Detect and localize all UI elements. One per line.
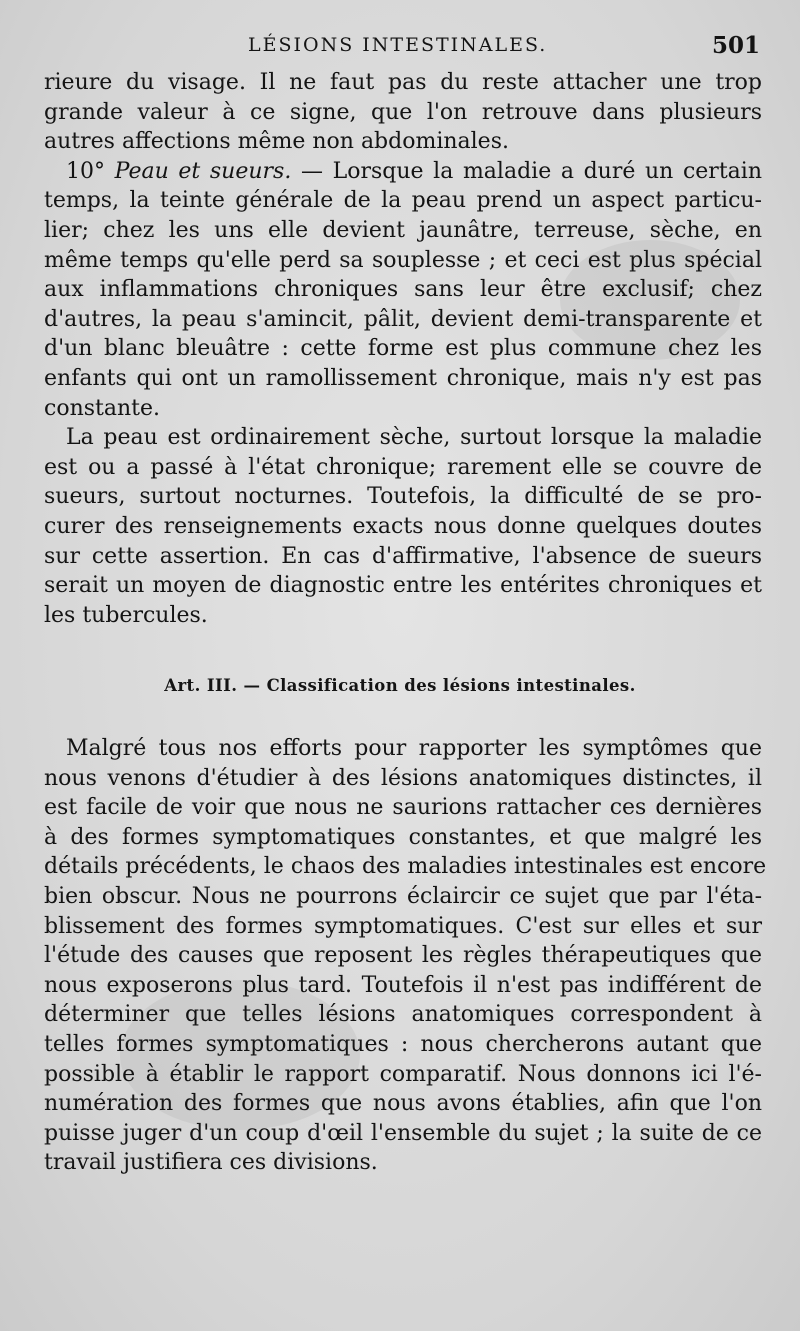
heading-dash: —	[243, 676, 261, 695]
text-line: sueurs, surtout nocturnes. Toutefois, la difficulté de se pro-	[44, 484, 762, 510]
text-line: détails précédents, le chaos des maladies intestinales est encore	[44, 854, 767, 880]
text-line: enfants qui ont un ramollissement chronique, mais n'y est pas	[44, 365, 762, 391]
text-line: travail justifiera ces divisions.	[44, 1150, 378, 1176]
text-line: rieure du visage. Il ne faut pas du reste attacher une trop	[44, 70, 762, 95]
text-line: La peau est ordinairement sèche, surtout lorsque la maladie	[66, 425, 762, 451]
text-line: numération des formes que nous avons établies, afin que l'on	[44, 1091, 762, 1117]
text-line: déterminer que telles lésions anatomiques correspondent à	[44, 1002, 762, 1028]
text-line: nous venons d'étudier à des lésions anatomiques distinctes, il	[44, 765, 762, 791]
text-line: l'étude des causes que reposent les règles thérapeutiques que	[44, 943, 762, 969]
text-line: serait un moyen de diagnostic entre les entérites chroniques et	[44, 573, 762, 599]
text-line: autres affections même non abdominales.	[44, 129, 509, 155]
running-head	[0, 34, 800, 66]
item-number: 10°	[66, 158, 105, 184]
text-line: possible à établir le rapport comparatif. Nous donnons ici l'é-	[44, 1061, 762, 1087]
text-line: constante.	[44, 395, 161, 421]
text-line: grande valeur à ce signe, que l'on retrouve dans plusieurs	[44, 99, 762, 125]
text-line: nous exposerons plus tard. Toutefois il n'est pas indifférent de	[44, 972, 762, 998]
paragraph-lead	[44, 157, 762, 187]
text-line: est ou a passé à l'état chronique; rarement elle se couvre de	[44, 454, 762, 480]
running-title: LÉSIONS INTESTINALES.	[248, 34, 548, 56]
article-number: Art. III.	[164, 676, 238, 695]
page-number: 501	[711, 32, 760, 59]
text-line: temps, la teinte générale de la peau prend un aspect particu-	[44, 188, 762, 214]
text-line: curer des renseignements exacts nous donne quelques doutes	[44, 513, 762, 539]
text-line: les tubercules.	[44, 602, 208, 628]
text-line: telles formes symptomatiques : nous chercherons autant que	[44, 1031, 762, 1057]
text-line: aux inflammations chroniques sans leur être exclusif; chez	[44, 277, 762, 303]
section-title: Classification des lésions intestinales.	[266, 676, 636, 695]
text-line: blissement des formes symptomatiques. C'est sur elles et sur	[44, 913, 762, 939]
text-line: est facile de voir que nous ne saurions rattacher ces dernières	[44, 795, 762, 821]
text-line: d'autres, la peau s'amincit, pâlit, devient demi-transparente et	[44, 306, 762, 332]
text-line: Malgré tous nos efforts pour rapporter les symptômes que	[66, 736, 762, 761]
lower-text	[44, 734, 767, 1178]
upper-text	[44, 68, 762, 630]
lead-text: — Lorsque la maladie a duré un certain	[300, 158, 762, 184]
text-line: même temps qu'elle perd sa souplesse ; et ceci est plus spécial	[44, 247, 762, 273]
text-line: sur cette assertion. En cas d'affirmative, l'absence de sueurs	[44, 543, 762, 569]
section-heading	[0, 676, 800, 695]
text-line: d'un blanc bleuâtre : cette forme est plus commune chez les	[44, 336, 762, 362]
text-line: à des formes symptomatiques constantes, et que malgré les	[44, 824, 762, 850]
item-title: Peau et sueurs.	[114, 158, 292, 184]
text-line: puisse juger d'un coup d'œil l'ensemble du sujet ; la suite de ce	[44, 1120, 762, 1146]
text-line: bien obscur. Nous ne pourrons éclaircir ce sujet que par l'éta-	[44, 883, 762, 909]
text-line: lier; chez les uns elle devient jaunâtre, terreuse, sèche, en	[44, 217, 762, 243]
